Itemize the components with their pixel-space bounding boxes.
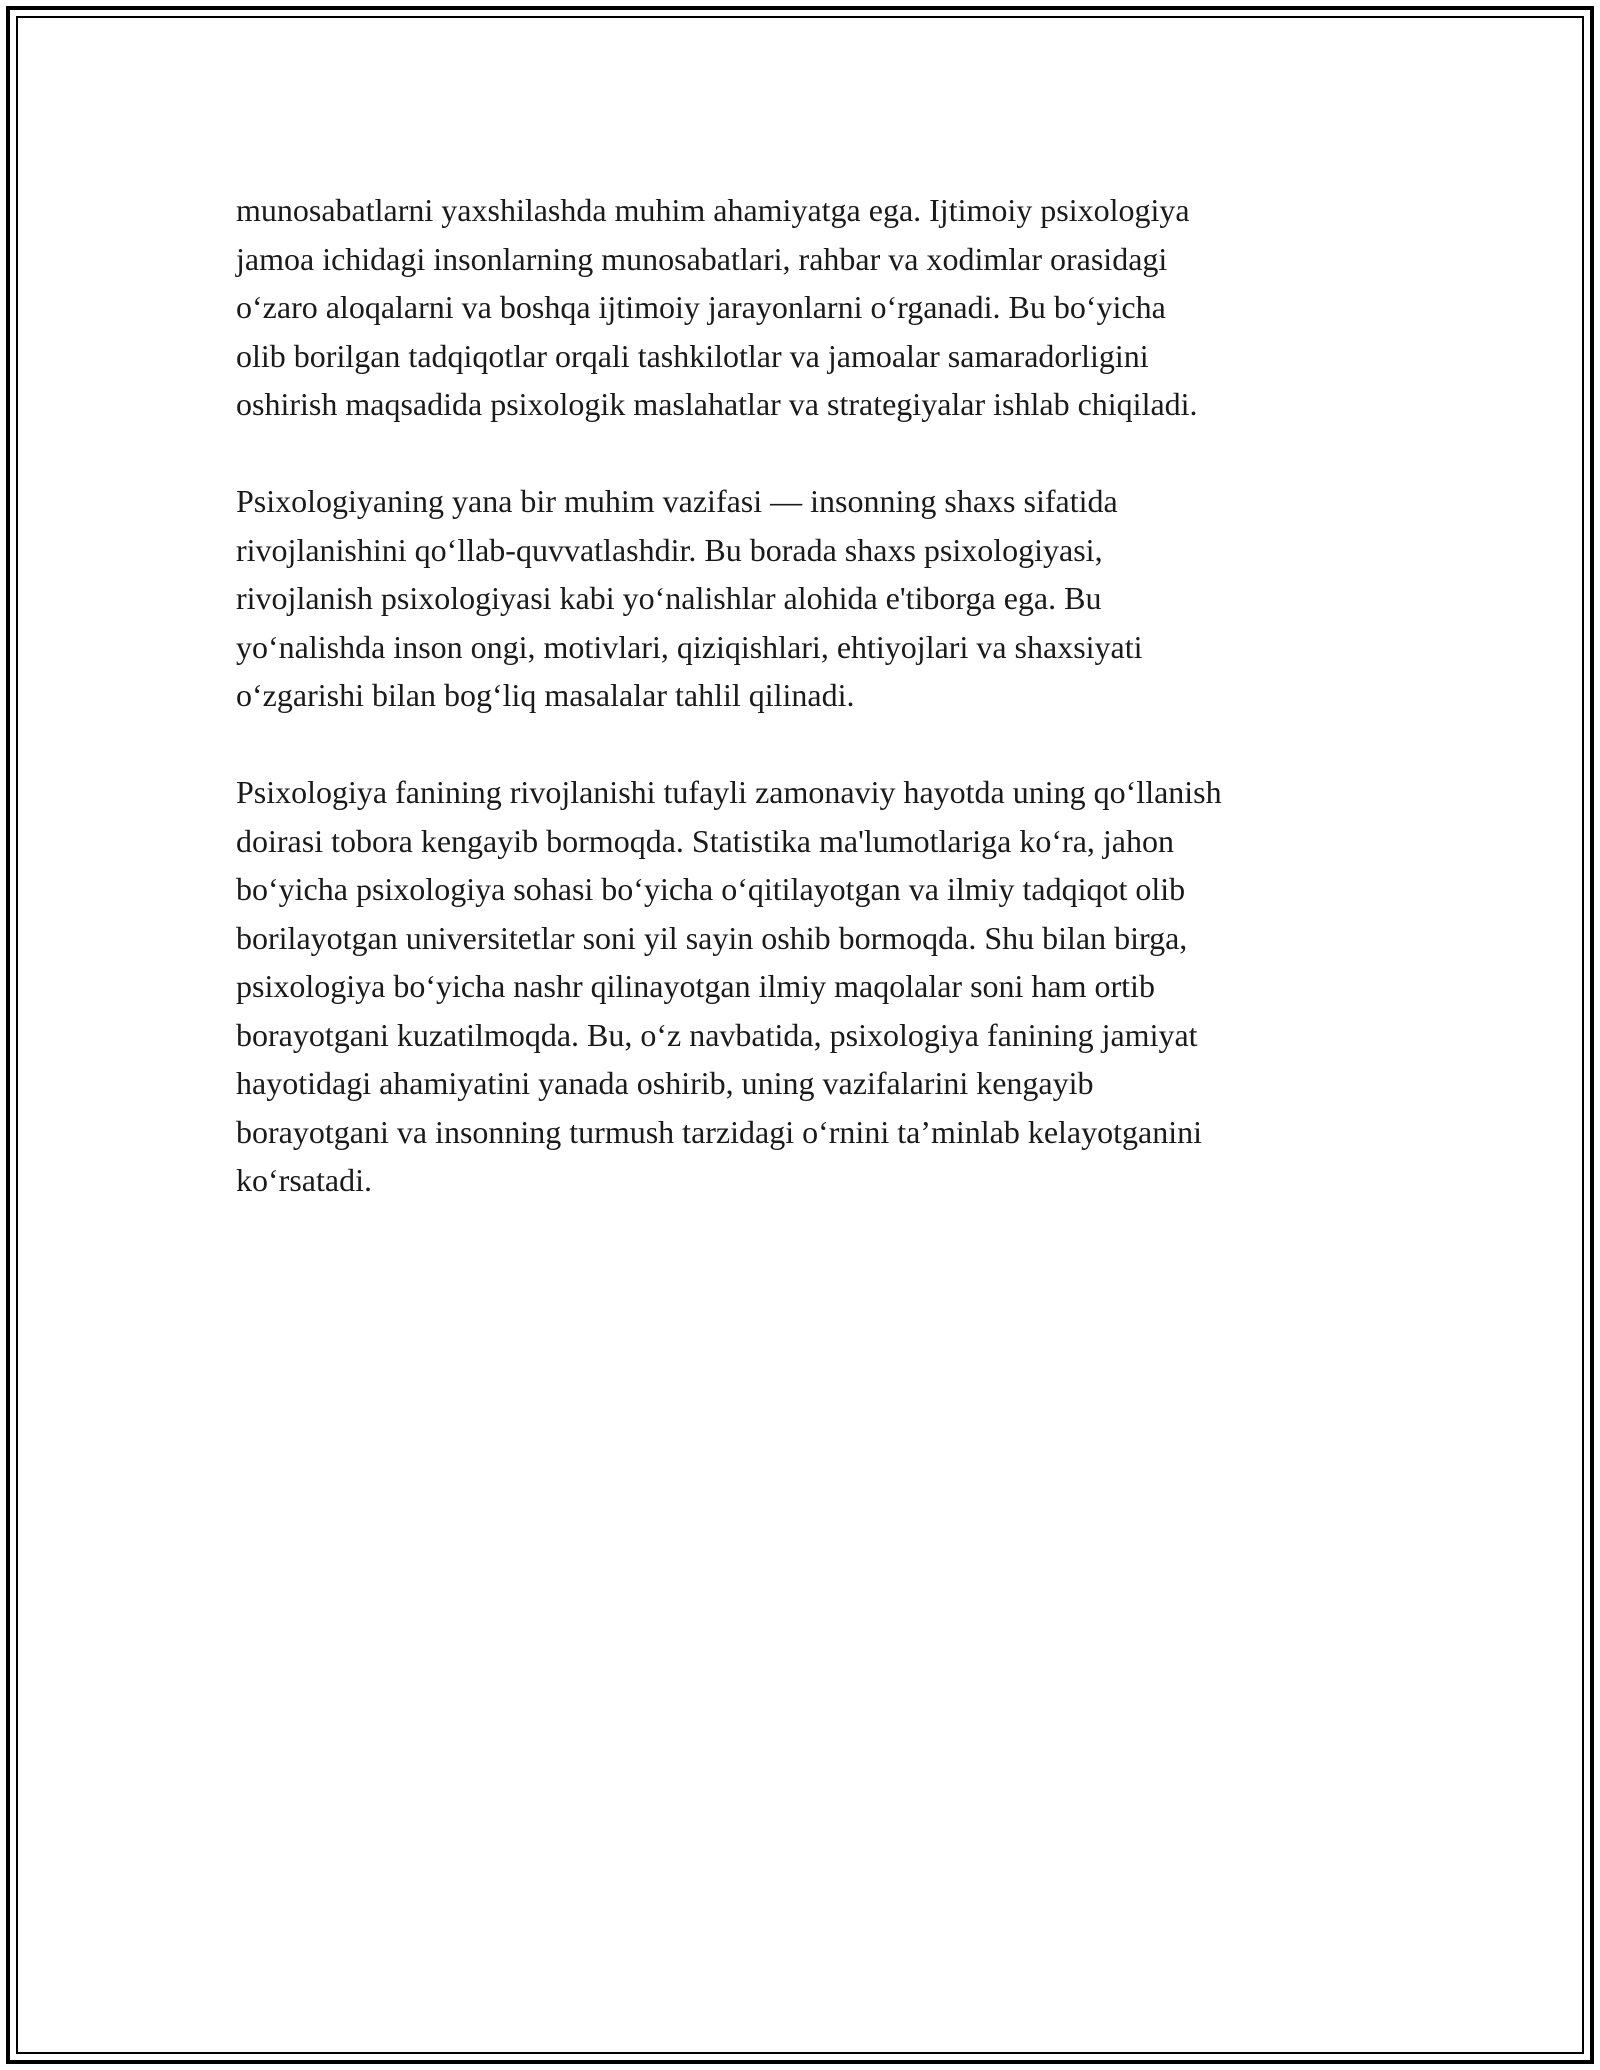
text-line: ko‘rsatadi.: [236, 1162, 372, 1198]
text-line: hayotidagi ahamiyatini yanada oshirib, uning vazifalarini kengayib: [236, 1065, 1094, 1101]
text-line: o‘zaro aloqalarni va boshqa ijtimoiy jarayonlarni o‘rganadi. Bu bo‘yicha: [236, 289, 1166, 325]
text-line: borilayotgan universitetlar soni yil sayin oshib bormoqda. Shu bilan birga,: [236, 919, 1188, 956]
text-line: rivojlanishini qo‘llab-quvvatlashdir. Bu borada shaxs psixologiyasi,: [236, 531, 1103, 568]
text-line: borayotgani kuzatilmoqda. Bu, o‘z navbatida, psixologiya fanining jamiyat: [236, 1016, 1198, 1053]
text-line: jamoa ichidagi insonlarning munosabatlari, rahbar va xodimlar orasidagi: [236, 240, 1168, 277]
text-line: Psixologiya fanining rivojlanishi tufayli zamonaviy hayotda uning qo‘llanish: [236, 774, 1222, 810]
text-line: olib borilgan tadqiqotlar orqali tashkilotlar va jamoalar samaradorligini: [236, 337, 1149, 374]
text-line: bo‘yicha psixologiya sohasi bo‘yicha o‘qitilayotgan va ilmiy tadqiqot olib: [236, 871, 1186, 907]
paragraph-2: [236, 477, 1386, 720]
text-line: borayotgani va insonning turmush tarzidagi o‘rnini ta’minlab kelayotganini: [236, 1113, 1202, 1150]
text-line: rivojlanish psixologiyasi kabi yo‘nalishlar alohida e'tiborga ega. Bu: [236, 580, 1102, 616]
text-line: psixologiya bo‘yicha nashr qilinayotgan ilmiy maqolalar soni ham ortib: [236, 968, 1155, 1004]
text-line: doirasi tobora kengayib bormoqda. Statistika ma'lumotlariga ko‘ra, jahon: [236, 822, 1174, 859]
paragraph-3: [236, 768, 1386, 1205]
paragraph-1: [236, 186, 1386, 429]
text-line: Psixologiyaning yana bir muhim vazifasi — insonning shaxs sifatida: [236, 483, 1118, 519]
text-line: yo‘nalishda inson ongi, motivlari, qiziqishlari, ehtiyojlari va shaxsiyati: [236, 628, 1143, 665]
page-content: [236, 186, 1386, 1205]
text-line: o‘zgarishi bilan bog‘liq masalalar tahlil qilinadi.: [236, 677, 855, 713]
text-line: munosabatlarni yaxshilashda muhim ahamiyatga ega. Ijtimoiy psixologiya: [236, 192, 1190, 228]
text-line: oshirish maqsadida psixologik maslahatlar va strategiyalar ishlab chiqiladi.: [236, 386, 1198, 422]
